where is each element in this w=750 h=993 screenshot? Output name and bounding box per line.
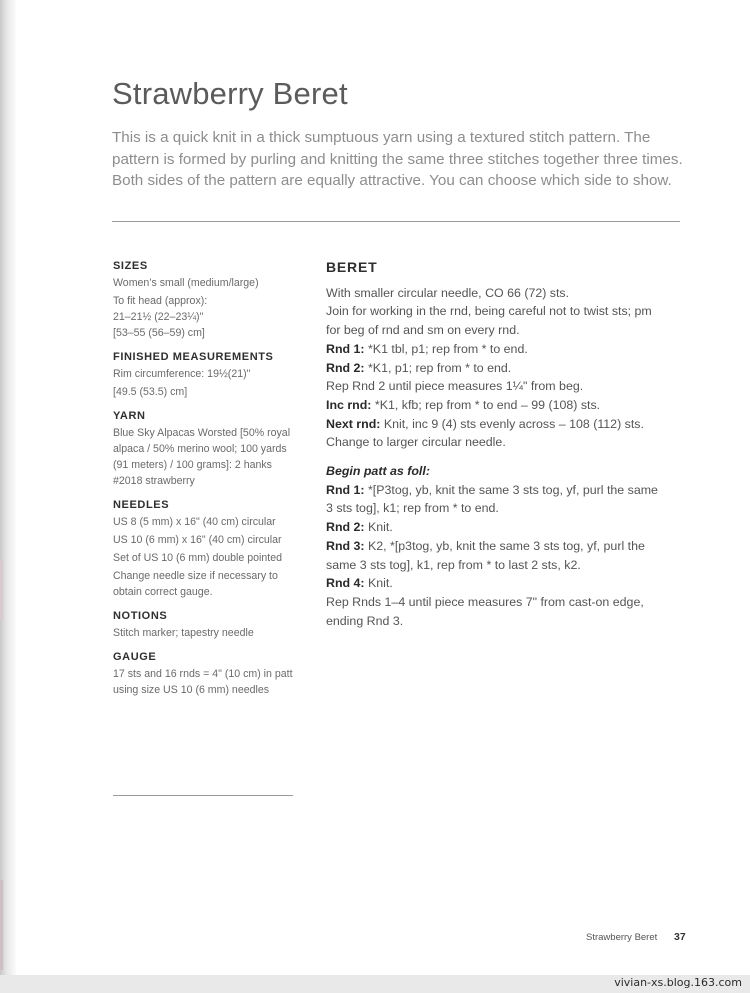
spine-mark (0, 880, 3, 970)
finished-line: Rim circumference: 19½(21)" (113, 368, 251, 380)
yarn-text: Blue Sky Alpacas Worsted [50% royal alpaca / 50% merino wool; 100 yards (91 meters) / 100 grams]: 2 hanks #2018 strawberry (113, 427, 291, 487)
watermark: vivian-xs.blog.163.com (614, 976, 742, 989)
round-label: Inc rnd: (326, 397, 372, 412)
yarn-heading: YARN (113, 410, 146, 422)
needles-line: US 8 (5 mm) x 16" (40 cm) circular (113, 516, 276, 528)
instruction-line (326, 396, 666, 415)
needles-line: Set of US 10 (6 mm) double pointed (113, 552, 283, 564)
instruction-line (326, 359, 666, 378)
needles-line: Change needle size if necessary to obtain correct gauge. (113, 570, 278, 598)
instruction-line (326, 415, 666, 434)
sizes-line: [53–55 (56–59) cm] (113, 327, 205, 339)
notions-section (113, 610, 303, 641)
round-text: *K1 tbl, p1; rep from * to end. (364, 341, 528, 356)
page-number: 37 (674, 931, 686, 943)
sizes-line: 21–21½ (22–23¼)" (113, 311, 204, 323)
sizes-line: Women’s small (medium/large) (113, 277, 259, 289)
needles-line: US 10 (6 mm) x 16" (40 cm) circular (113, 534, 282, 546)
round-label: Rnd 2: (326, 360, 365, 375)
page-title: Strawberry Beret (112, 76, 348, 111)
instruction-line: Join for working in the rnd, being careful not to twist sts; pm for beg of rnd and sm on every rnd. (326, 304, 652, 338)
needles-heading: NEEDLES (113, 499, 170, 511)
instruction-line (326, 481, 666, 518)
round-text: *K1, kfb; rep from * to end – 99 (108) sts. (371, 397, 601, 412)
gauge-section (113, 651, 303, 698)
sidebar-divider (113, 795, 293, 796)
round-label: Next rnd: (326, 416, 381, 431)
round-label: Rnd 1: (326, 341, 365, 356)
round-label: Rnd 3: (326, 538, 365, 553)
round-text: K2, *[p3tog, yb, knit the same 3 sts tog, yf, purl the same 3 sts tog], k1, rep from * to last 2 sts, k2. (326, 538, 645, 572)
notions-text: Stitch marker; tapestry needle (113, 627, 254, 639)
round-label: Rnd 1: (326, 482, 365, 497)
round-text: *[P3tog, yb, knit the same 3 sts tog, yf, purl the same 3 sts tog], k1; rep from * to end. (326, 482, 658, 516)
round-text: Knit, inc 9 (4) sts evenly across – 108 (112) sts. (380, 416, 644, 431)
top-divider (112, 221, 680, 222)
round-label: Rnd 2: (326, 520, 365, 535)
sizes-section (113, 260, 303, 341)
instruction-line (326, 574, 666, 593)
finished-measurements-section (113, 351, 303, 400)
round-text: Knit. (364, 576, 393, 591)
gauge-heading: GAUGE (113, 651, 157, 663)
round-text: Knit. (364, 520, 393, 535)
instruction-line: Rep Rnds 1–4 until piece measures 7" from cast-on edge, ending Rnd 3. (326, 594, 644, 628)
sizes-line: To fit head (approx): (113, 295, 208, 307)
round-text: *K1, p1; rep from * to end. (364, 360, 512, 375)
round-label: Rnd 4: (326, 576, 365, 591)
page-spine-shadow (0, 0, 16, 993)
gauge-text: 17 sts and 16 rnds = 4" (10 cm) in patt using size US 10 (6 mm) needles (113, 668, 293, 696)
instruction-line (326, 518, 666, 537)
pattern-subheading: Begin patt as foll: (326, 464, 430, 479)
instruction-line (326, 340, 666, 359)
instruction-line: Change to larger circular needle. (326, 435, 506, 450)
materials-sidebar (113, 260, 303, 708)
intro-paragraph: This is a quick knit in a thick sumptuous yarn using a textured stitch pattern. The pattern is formed by purling and knitting the same three stitches together three times. Both sides of the pattern are equally attractive. You can choose which side to show. (112, 129, 683, 189)
footer-title: Strawberry Beret (586, 932, 658, 943)
notions-heading: NOTIONS (113, 610, 168, 622)
instruction-line: With smaller circular needle, CO 66 (72) sts. (326, 285, 570, 300)
finished-measurements-heading: FINISHED MEASUREMENTS (113, 351, 274, 363)
instruction-line (326, 537, 666, 574)
yarn-section (113, 410, 303, 489)
beret-heading: BERET (326, 259, 378, 275)
sizes-heading: SIZES (113, 260, 148, 272)
instruction-line: Rep Rnd 2 until piece measures 1¼" from beg. (326, 379, 584, 394)
instructions-column (326, 258, 666, 630)
needles-section (113, 499, 303, 600)
spine-mark (0, 560, 3, 620)
finished-line: [49.5 (53.5) cm] (113, 386, 188, 398)
